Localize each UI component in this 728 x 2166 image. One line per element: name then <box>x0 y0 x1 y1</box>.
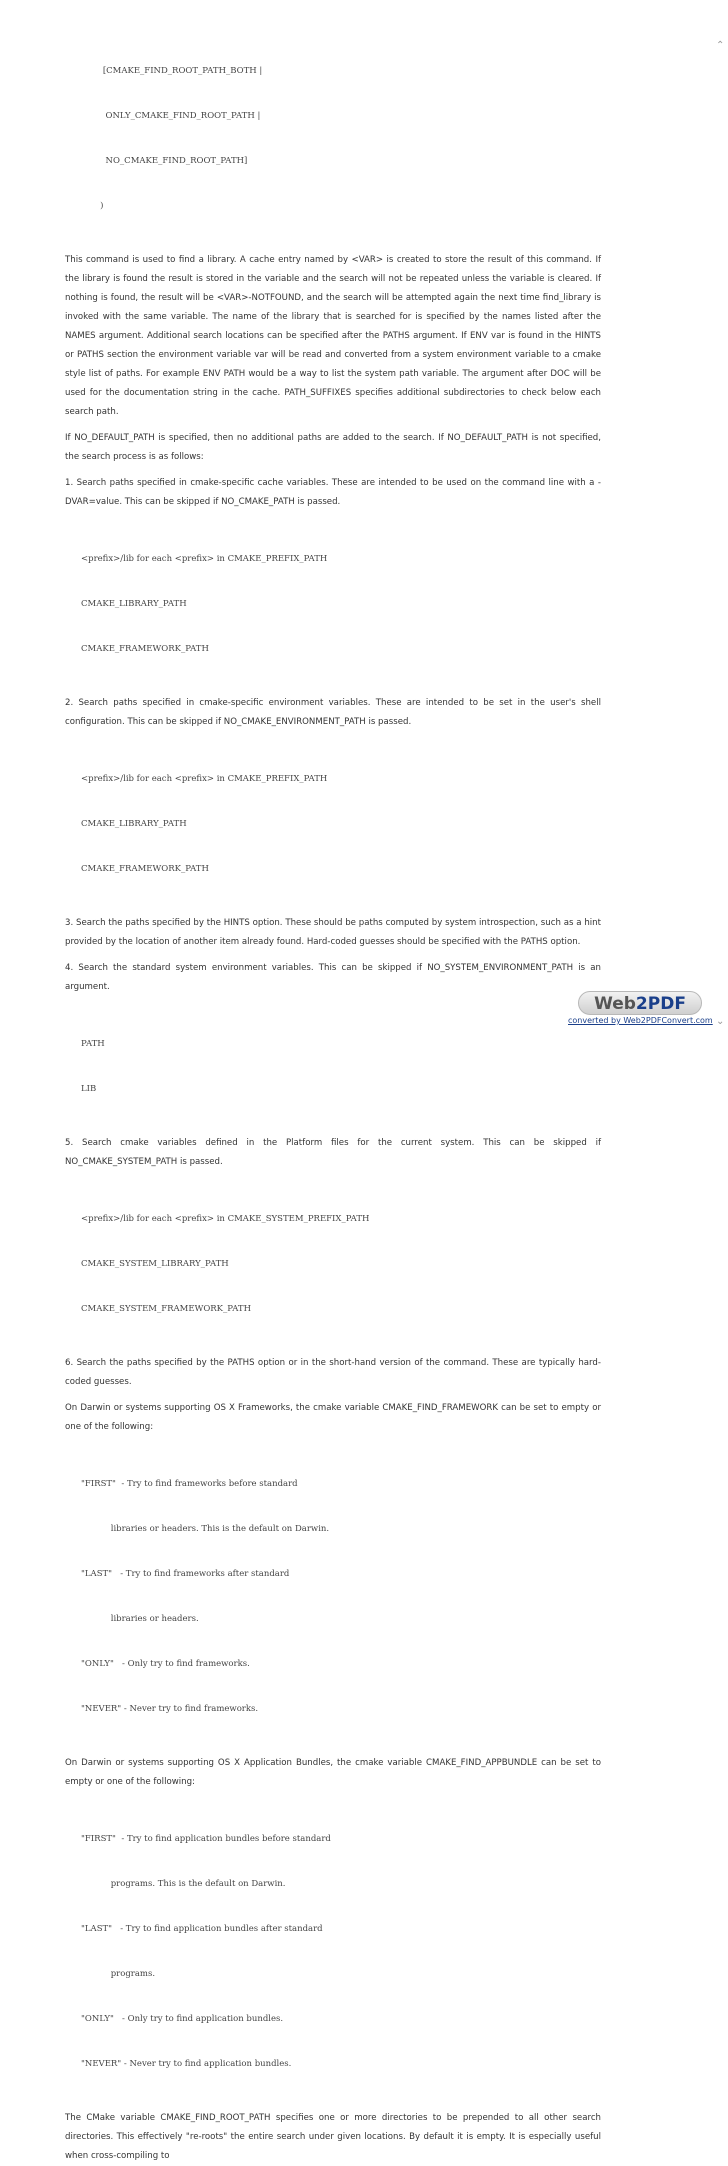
code-line: PATH <box>81 1039 105 1049</box>
code-line: <prefix>/lib for each <prefix> in CMAKE_PREFIX_PATH <box>81 554 328 564</box>
code-line: "FIRST" - Try to find frameworks before standard <box>81 1479 298 1489</box>
paragraph-step-6: 6. Search the paths specified by the PATHS option or in the short-hand version of the command. These are typically hard-coded guesses. <box>65 1358 601 1387</box>
code-line: "LAST" - Try to find application bundles after standard <box>81 1924 323 1934</box>
paragraph-step-1: 1. Search paths specified in cmake-specific cache variables. These are intended to be used on the command line with a -DVAR=value. This can be skipped if NO_CMAKE_PATH is passed. <box>65 478 601 507</box>
code-line: libraries or headers. This is the default on Darwin. <box>81 1524 330 1534</box>
code-line: <prefix>/lib for each <prefix> in CMAKE_PREFIX_PATH <box>81 774 328 784</box>
paragraph-step-4: 4. Search the standard system environment variables. This can be skipped if NO_SYSTEM_ENVIRONMENT_PATH is an argument. <box>65 963 601 992</box>
logo-text-2pdf: 2PDF <box>635 994 686 1014</box>
scroll-up-arrow-icon[interactable]: ⌃ <box>716 40 725 51</box>
code-block-appbundle <box>81 1802 601 2102</box>
web2pdf-logo[interactable] <box>578 991 702 1015</box>
code-line: programs. <box>81 1969 156 1979</box>
code-block-signature <box>65 34 601 244</box>
paragraph-step-3: 3. Search the paths specified by the HINTS option. These should be paths computed by system introspection, such as a hint provided by the location of another item already found. Hard-coded guesses should be specified with the PATHS option. <box>65 918 601 947</box>
code-line: CMAKE_FRAMEWORK_PATH <box>81 864 209 874</box>
logo-text-web: Web <box>594 994 636 1014</box>
code-block-step-5 <box>81 1182 601 1347</box>
code-line: CMAKE_LIBRARY_PATH <box>81 819 187 829</box>
code-block-step-4 <box>81 1007 601 1127</box>
code-block-framework <box>81 1447 601 1747</box>
code-line: libraries or headers. <box>81 1614 199 1624</box>
scroll-down-arrow-icon[interactable]: ⌄ <box>716 1016 725 1027</box>
paragraph-intro: This command is used to find a library. A cache entry named by <VAR> is created to store the result of this command. If the library is found the result is stored in the variable and the search will not be repeated unless the variable is cleared. If nothing is found, the result will be <VAR>-NOTFOUND, and the search will be attempted again the next time find_library is invoked with the same variable. The name of the library that is searched for is specified by the names listed after the NAMES argument. Additional search locations can be specified after the PATHS argument. If ENV var is found in the HINTS or PATHS section the environment variable var will be read and converted from a system environment variable to a cmake style list of paths. For example ENV PATH would be a way to list the system path variable. The argument after DOC will be used for the documentation string in the cache. PATH_SUFFIXES specifies additional subdirectories to check below each search path. <box>65 255 601 417</box>
paragraph-no-default-path: If NO_DEFAULT_PATH is specified, then no additional paths are added to the search. If NO_DEFAULT_PATH is not specified, the search process is as follows: <box>65 433 601 462</box>
code-block-step-1 <box>81 522 601 687</box>
code-line: LIB <box>81 1084 97 1094</box>
converted-by-link[interactable]: converted by Web2PDFConvert.com <box>568 1016 713 1025</box>
code-line: "NEVER" - Never try to find application bundles. <box>81 2059 292 2069</box>
code-line: "NEVER" - Never try to find frameworks. <box>81 1704 259 1714</box>
code-block-step-2 <box>81 742 601 907</box>
code-line: CMAKE_LIBRARY_PATH <box>81 599 187 609</box>
paragraph-root-path: The CMake variable CMAKE_FIND_ROOT_PATH specifies one or more directories to be prepended to all other search directories. This effectively "re-roots" the entire search under given locations. By default it is empty. It is especially useful when cross-compiling to <box>65 2113 601 2161</box>
paragraph-step-2: 2. Search paths specified in cmake-specific environment variables. These are intended to be set in the user's shell configuration. This can be skipped if NO_CMAKE_ENVIRONMENT_PATH is passed. <box>65 698 601 727</box>
code-line: ONLY_CMAKE_FIND_ROOT_PATH | <box>65 111 261 121</box>
code-line: CMAKE_SYSTEM_FRAMEWORK_PATH <box>81 1304 251 1314</box>
code-line: programs. This is the default on Darwin. <box>81 1879 286 1889</box>
code-line: "ONLY" - Only try to find application bundles. <box>81 2014 284 2024</box>
paragraph-step-5: 5. Search cmake variables defined in the Platform files for the current system. This can be skipped if NO_CMAKE_SYSTEM_PATH is passed. <box>65 1138 601 1167</box>
code-line: CMAKE_FRAMEWORK_PATH <box>81 644 209 654</box>
paragraph-appbundle: On Darwin or systems supporting OS X Application Bundles, the cmake variable CMAKE_FIND_APPBUNDLE can be set to empty or one of the following: <box>65 1758 601 1787</box>
code-line: <prefix>/lib for each <prefix> in CMAKE_SYSTEM_PREFIX_PATH <box>81 1214 370 1224</box>
code-line: ) <box>65 201 104 211</box>
code-line: "FIRST" - Try to find application bundles before standard <box>81 1834 331 1844</box>
code-line: "LAST" - Try to find frameworks after standard <box>81 1569 290 1579</box>
code-line: CMAKE_SYSTEM_LIBRARY_PATH <box>81 1259 229 1269</box>
code-line: "ONLY" - Only try to find frameworks. <box>81 1659 250 1669</box>
code-line: [CMAKE_FIND_ROOT_PATH_BOTH | <box>65 66 263 76</box>
paragraph-framework: On Darwin or systems supporting OS X Frameworks, the cmake variable CMAKE_FIND_FRAMEWORK can be set to empty or one of the following: <box>65 1403 601 1432</box>
code-line: NO_CMAKE_FIND_ROOT_PATH] <box>65 156 248 166</box>
document-page <box>65 34 601 2166</box>
